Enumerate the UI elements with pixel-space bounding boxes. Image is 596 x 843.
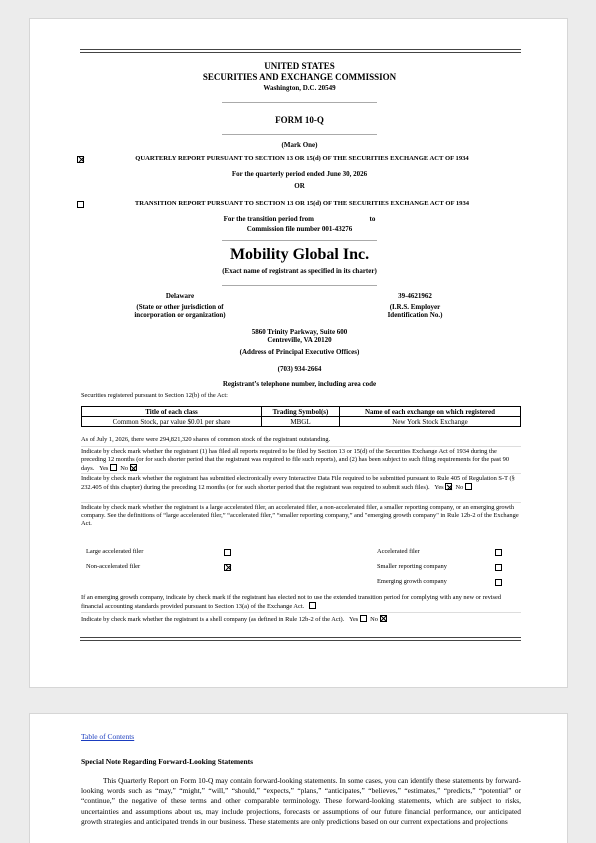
top-double-rule xyxy=(80,49,521,53)
emerging-transition-text: If an emerging growth company, indicate by check mark if the registrant has elected not to use the extended transition period for complying with any new or revised financial accounting standards provided pursuant to Section 13(a) of the Exchange Act. xyxy=(81,594,502,611)
second-page xyxy=(29,713,568,843)
agency-name: SECURITIES AND EXCHANGE COMMISSION xyxy=(202,72,397,82)
yes-label: Yes xyxy=(99,465,109,473)
divider xyxy=(222,102,377,103)
transition-from-label: For the transition period from xyxy=(223,215,314,223)
shell-company-text: Indicate by check mark whether the registrant is a shell company (as defined in Rule 12b-2 of the Act). xyxy=(81,616,345,623)
filed-reports-no-checkbox[interactable] xyxy=(130,464,137,471)
ein-caption-1: (I.R.S. Employer xyxy=(389,302,441,311)
filed-reports-text: Indicate by check mark whether the registrant (1) has filed all reports required to be filed by Section 13 or 15(d) of the Securities Exchange Act of 1934 during the preceding 12 months (or for such shorter period that the registrant was required to file such reports), and (2) has been subject to such filing requirements for the past 90 days. xyxy=(81,448,510,473)
emerging-transition-checkbox[interactable] xyxy=(309,602,316,609)
filer-type-text: Indicate by check mark whether the registrant is a large accelerated filer, an accelerated filer, a non-accelerated filer, a smaller reporting company, or an emerging growth company. See the definitions of “large accelerated filer,” “accelerated filer,” “smaller reporting company,” and "emerging growth company" in Rule 12b-2 of the Exchange Act. xyxy=(81,504,519,528)
phone-number: (703) 934-2664 xyxy=(277,365,322,373)
smaller-reporting-label: Smaller reporting company xyxy=(377,563,447,570)
divider xyxy=(81,502,521,503)
forward-looking-paragraph: This Quarterly Report on Form 10-Q may contain forward-looking statements. In some cases, you can identify these statements by forward-looking words such as “may,” “might,” “will,” “should,” “expects,” “plans,” “anticipates,” “believes,” “estimates,” “predicts,” “potential” or “continue,” the negative of these terms and other comparable terminology. These forward-looking statements, which are subject to risks, uncertainties and assumptions about us, may include projections, forecasts or assumptions of our future financial performance, our anticipated growth strategies and anticipated trends in our business. These statements are only predictions based on our current expectations and projections xyxy=(81,776,521,826)
large-accelerated-label: Large accelerated filer xyxy=(86,548,144,555)
accelerated-label: Accelerated filer xyxy=(377,548,420,555)
filed-reports-question xyxy=(81,448,521,474)
state-block xyxy=(115,292,245,320)
large-accelerated-checkbox[interactable] xyxy=(224,549,231,556)
table-header-row xyxy=(82,407,521,417)
state-caption-2: incorporation or organization) xyxy=(134,311,226,319)
interactive-yes-checkbox[interactable] xyxy=(445,483,452,490)
state-caption-1: (State or other jurisdiction of xyxy=(136,302,224,311)
transition-report-row xyxy=(77,200,527,212)
quarterly-report-label: QUARTERLY REPORT PURSUANT TO SECTION 13 OR 15(d) OF THE SECURITIES EXCHANGE ACT OF 1934 xyxy=(135,155,469,162)
table-cell: Common Stock, par value $0.01 per share xyxy=(82,417,262,427)
table-row xyxy=(82,417,521,427)
state-value: Delaware xyxy=(165,292,195,300)
bottom-double-rule xyxy=(80,637,521,641)
securities-table xyxy=(81,406,521,427)
ein-value: 39-4621962 xyxy=(398,292,432,300)
accelerated-checkbox[interactable] xyxy=(495,549,502,556)
divider xyxy=(81,473,521,474)
form-title: FORM 10-Q xyxy=(275,115,324,125)
divider xyxy=(222,285,377,286)
ein-caption-2: Identification No.) xyxy=(387,311,443,319)
interactive-data-question xyxy=(81,475,521,492)
shell-company-question xyxy=(81,615,521,624)
shares-outstanding: As of July 1, 2026, there were 294,821,320 shares of common stock of the registrant outstanding. xyxy=(81,436,331,443)
emerging-growth-label: Emerging growth company xyxy=(377,578,447,585)
commission-file-number: Commission file number 001-43276 xyxy=(246,225,353,233)
smaller-reporting-checkbox[interactable] xyxy=(495,564,502,571)
or-text: OR xyxy=(294,182,305,190)
phone-caption: Registrant’s telephone number, including area code xyxy=(222,380,377,388)
non-accelerated-checkbox[interactable] xyxy=(224,564,231,571)
shell-yes-checkbox[interactable] xyxy=(360,615,367,622)
interactive-no-checkbox[interactable] xyxy=(465,483,472,490)
forward-looking-heading: Special Note Regarding Forward-Looking Statements xyxy=(81,757,254,766)
no-label: No xyxy=(455,484,464,492)
emerging-growth-checkbox[interactable] xyxy=(495,579,502,586)
address-caption: (Address of Principal Executive Offices) xyxy=(239,348,360,356)
emerging-transition-question xyxy=(81,594,521,611)
agency-title: UNITED STATES xyxy=(264,61,335,71)
divider xyxy=(81,446,521,447)
table-cell: New York Stock Exchange xyxy=(340,417,521,427)
no-label: No xyxy=(370,616,378,623)
transition-to-label: to xyxy=(369,215,376,223)
cover-page xyxy=(29,18,568,688)
no-label: No xyxy=(120,465,129,473)
yes-label: Yes xyxy=(434,484,444,492)
company-caption: (Exact name of registrant as specified in its charter) xyxy=(222,267,377,275)
yes-label: Yes xyxy=(348,616,359,623)
shell-no-checkbox[interactable] xyxy=(380,615,387,622)
section-12b-text: Securities registered pursuant to Section 12(b) of the Act: xyxy=(81,392,228,399)
divider xyxy=(222,134,377,135)
interactive-data-text: Indicate by check mark whether the registrant has submitted electronically every Interactive Data File required to be submitted pursuant to Rule 405 of Regulation S-T (§ 232.405 of this chapter) during the preceding 12 months (or for such shorter period that the registrant was required to submit such files). xyxy=(81,475,515,492)
table-cell: MBGL xyxy=(262,417,340,427)
company-name: Mobility Global Inc. xyxy=(229,246,370,263)
mark-one-label: (Mark One) xyxy=(281,141,318,149)
quarterly-report-row xyxy=(77,155,527,167)
transition-period-line xyxy=(30,215,569,223)
table-header: Title of each class xyxy=(82,407,262,417)
ein-block xyxy=(355,292,475,320)
non-accelerated-label: Non-accelerated filer xyxy=(86,563,141,570)
filed-reports-yes-checkbox[interactable] xyxy=(110,464,117,471)
address-line-1: 5860 Trinity Parkway, Suite 600 xyxy=(251,328,348,336)
divider xyxy=(81,612,521,613)
address-line-2: Centreville, VA 20120 xyxy=(267,336,332,344)
table-header: Name of each exchange on which registered xyxy=(340,407,521,417)
table-header: Trading Symbol(s) xyxy=(262,407,340,417)
table-of-contents-link[interactable]: Table of Contents xyxy=(81,732,135,741)
period-line: For the quarterly period ended June 30, 2026 xyxy=(231,170,368,178)
transition-report-label: TRANSITION REPORT PURSUANT TO SECTION 13 OR 15(d) OF THE SECURITIES EXCHANGE ACT OF 1934 xyxy=(134,200,470,207)
agency-address: Washington, D.C. 20549 xyxy=(263,84,336,92)
divider xyxy=(222,240,377,241)
